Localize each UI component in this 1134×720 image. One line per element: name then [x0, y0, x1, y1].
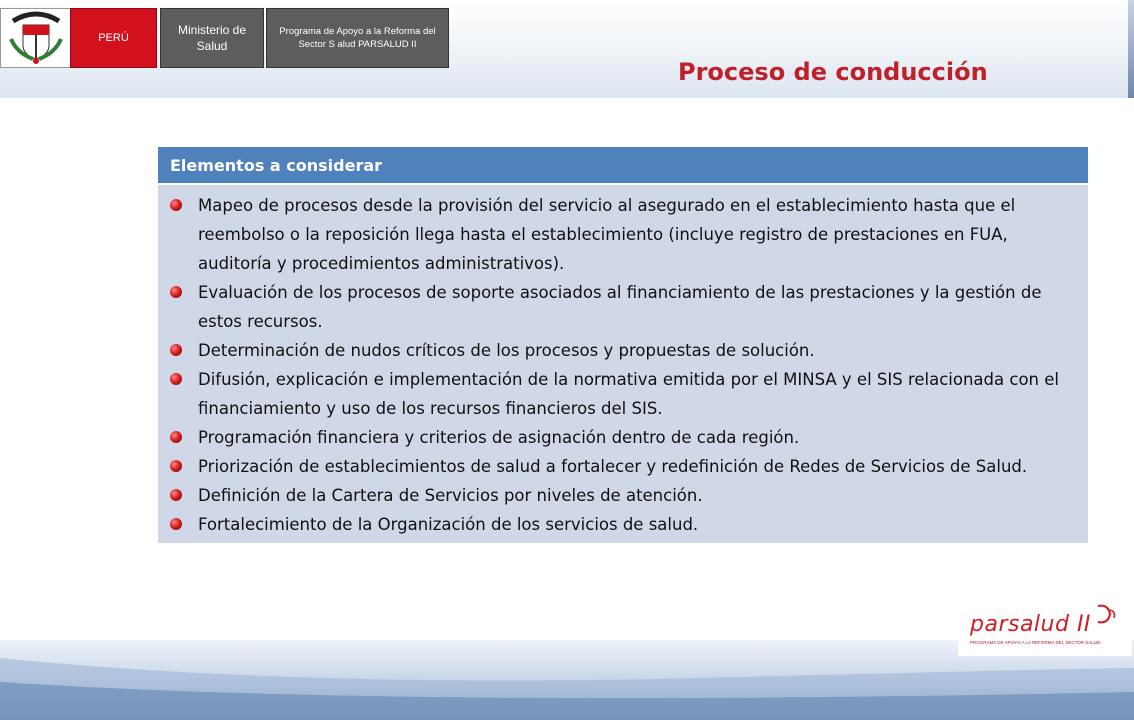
table-header: Elementos a considerar: [158, 147, 1088, 185]
bullet-icon: [170, 373, 182, 385]
bullet-icon: [170, 286, 182, 298]
bullet-icon: [170, 489, 182, 501]
table-body: [158, 185, 1088, 543]
peru-tab: [70, 8, 157, 68]
bottom-wave-decoration: [0, 648, 1134, 720]
bullet-icon: [170, 344, 182, 356]
list-item: [170, 452, 1078, 481]
ministry-label: Ministerio de Salud: [177, 23, 247, 53]
peru-seal: [0, 8, 72, 68]
list-item-text: Evaluación de los procesos de soporte asociados al financiamiento de las prestaciones y la gestión de estos recursos.: [198, 283, 1042, 331]
bullet-icon: [170, 518, 182, 530]
list-item: [170, 481, 1078, 510]
slide-title: Proceso de conducción: [678, 58, 988, 86]
bullet-icon: [170, 460, 182, 472]
list-item-text: Determinación de nudos críticos de los procesos y propuestas de solución.: [198, 341, 815, 360]
list-item-text: Difusión, explicación e implementación de la normativa emitida por el MINSA y el SIS relacionada con el financiamiento y uso de los recursos financieros del SIS.: [198, 370, 1059, 418]
bullet-icon: [170, 199, 182, 211]
list-item: [170, 365, 1078, 423]
elements-table: [158, 147, 1088, 543]
peru-label: PERÚ: [98, 32, 129, 44]
parsalud-logo: [958, 600, 1132, 656]
ministry-tab: [160, 8, 264, 68]
program-label: Programa de Apoyo a la Reforma del Sector S alud PARSALUD II: [279, 26, 436, 50]
logo-tagline: PROGRAMA DE APOYO A LA REFORMA DEL SECTOR SALUD: [970, 640, 1101, 645]
list-item: [170, 191, 1078, 278]
list-item: [170, 423, 1078, 452]
list-item: [170, 336, 1078, 365]
list-item-text: Priorización de establecimientos de salud a fortalecer y redefinición de Redes de Servicios de Salud.: [198, 457, 1028, 476]
logo-name: parsalud II: [970, 612, 1091, 637]
list-item: [170, 278, 1078, 336]
list-item-text: Programación financiera y criterios de asignación dentro de cada región.: [198, 428, 800, 447]
list-item-text: Mapeo de procesos desde la provisión del servicio al asegurado en el establecimiento hasta que el reembolso o la reposición llega hasta el establecimiento (incluye registro de prestaciones en FUA, auditoría y procedimientos administrativos).: [198, 196, 1016, 273]
list-item: [170, 510, 1078, 539]
list-item-text: Definición de la Cartera de Servicios por niveles de atención.: [198, 486, 703, 505]
list-item-text: Fortalecimiento de la Organización de los servicios de salud.: [198, 515, 699, 534]
right-edge-decoration: [1128, 0, 1134, 98]
bullet-icon: [170, 431, 182, 443]
coat-of-arms-icon: [1, 9, 71, 67]
program-tab: [266, 8, 449, 68]
